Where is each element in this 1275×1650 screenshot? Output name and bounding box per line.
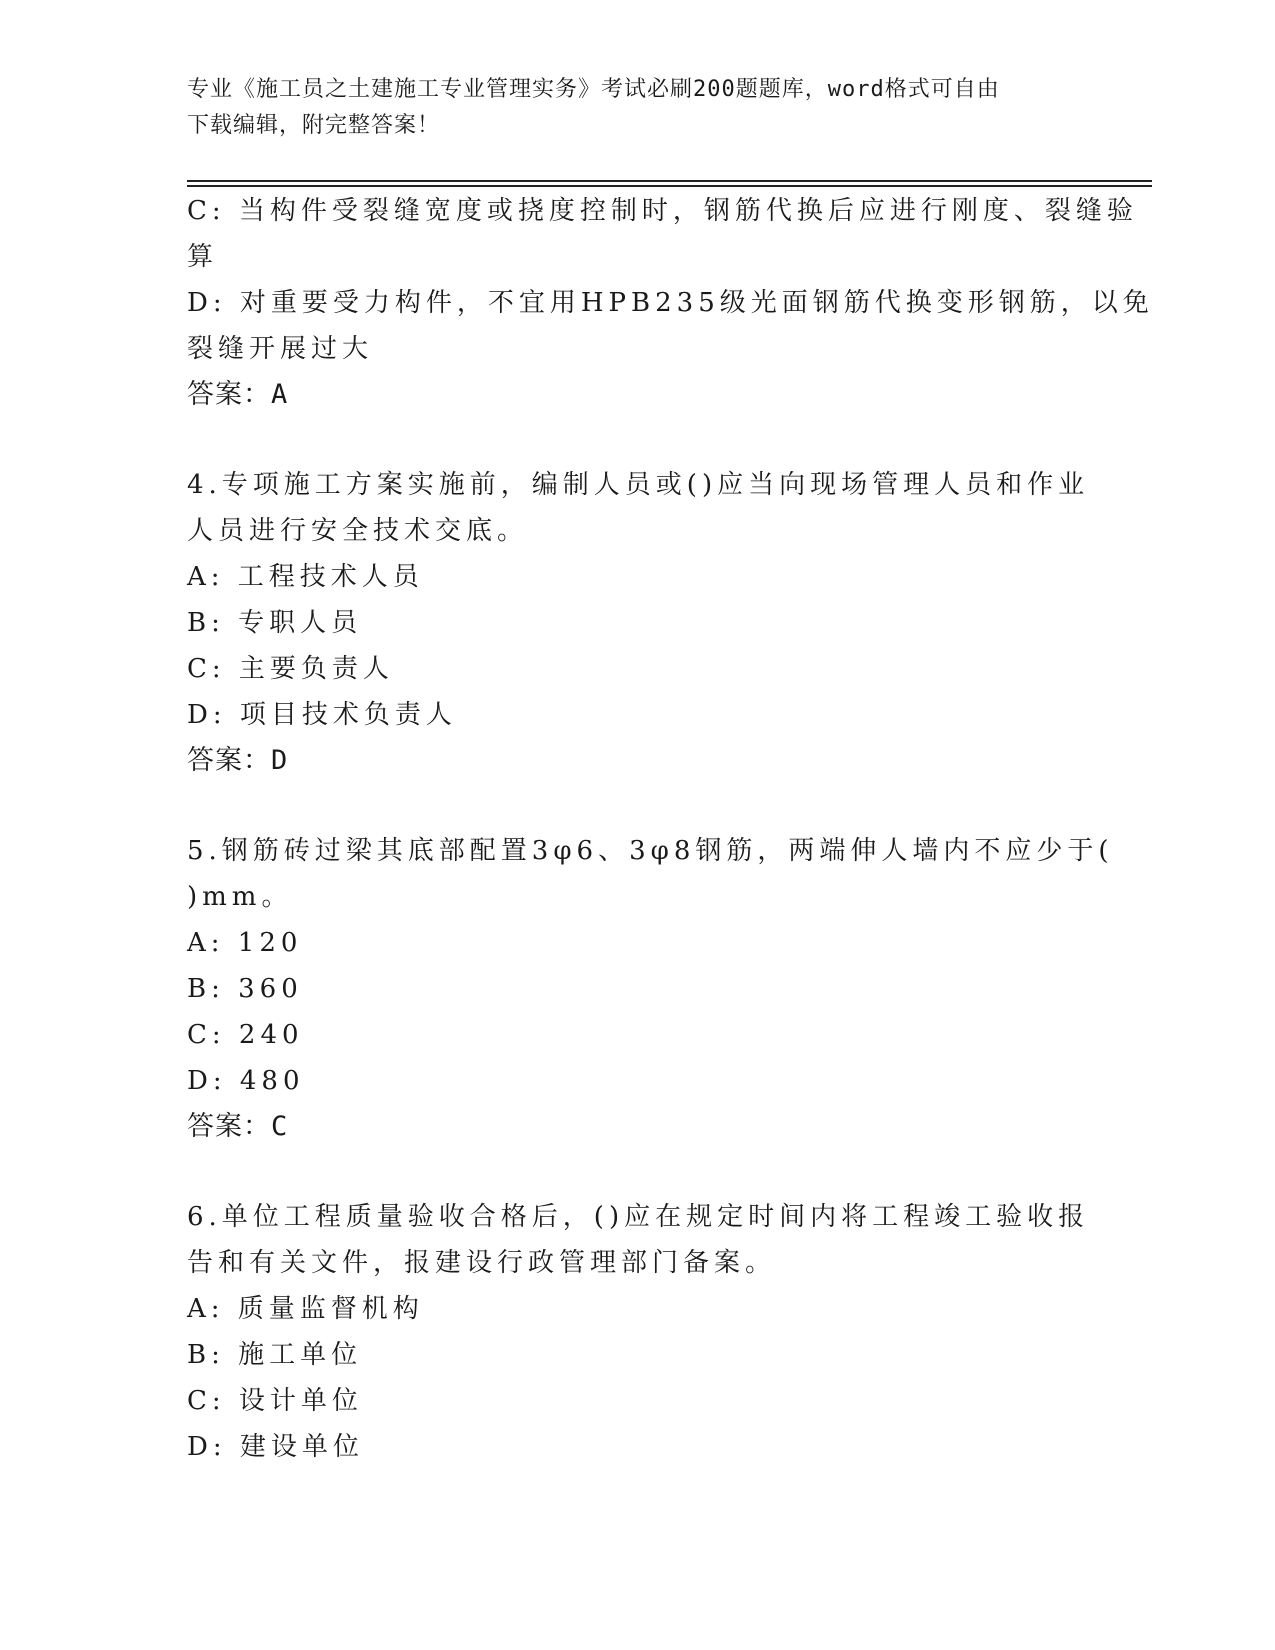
question-6 <box>187 1194 1090 1470</box>
spacer <box>187 418 1087 462</box>
q5-option-d: D: 480 <box>187 1066 305 1096</box>
question-4 <box>187 462 1090 784</box>
question-5 <box>187 828 1114 1150</box>
q4-stem-line-2: 人员进行安全技术交底。 <box>187 516 529 546</box>
q3-option-c-line-2: 算 <box>187 242 219 272</box>
header-line-2: 下载编辑，附完整答案！ <box>187 113 441 138</box>
header-divider-bottom <box>187 185 1152 187</box>
q6-stem-line-2: 告和有关文件，报建设行政管理部门备案。 <box>187 1248 777 1278</box>
spacer <box>187 784 1087 828</box>
q6-option-a: A: 质量监督机构 <box>187 1294 424 1324</box>
question-3-remainder <box>187 188 1154 418</box>
q4-option-b: B: 专职人员 <box>187 608 363 638</box>
q3-option-d-line-2: 裂缝开展过大 <box>187 334 374 364</box>
q6-stem-line-1: 6.单位工程质量验收合格后，()应在规定时间内将工程竣工验收报 <box>187 1202 1090 1232</box>
q3-option-c-line-1: C: 当构件受裂缝宽度或挠度控制时，钢筋代换后应进行刚度、裂缝验 <box>187 196 1138 226</box>
q4-option-d: D: 项目技术负责人 <box>187 700 457 730</box>
q5-option-c: C: 240 <box>187 1020 304 1050</box>
q3-answer: 答案：A <box>187 379 289 410</box>
header-divider-top <box>187 180 1152 182</box>
header-line-1: 专业《施工员之土建施工专业管理实务》考试必刷200题题库，word格式可自由 <box>187 77 1000 102</box>
q5-stem-line-2: )mm。 <box>187 882 293 912</box>
spacer <box>187 1150 1087 1194</box>
q3-option-d-line-1: D: 对重要受力构件，不宜用HPB235级光面钢筋代换变形钢筋，以免 <box>187 288 1154 318</box>
q5-stem-line-1: 5.钢筋砖过梁其底部配置3φ6、3φ8钢筋，两端伸人墙内不应少于( <box>187 836 1114 866</box>
document-body <box>187 188 1154 1470</box>
q5-option-a: A: 120 <box>187 928 303 958</box>
document-header <box>187 72 1067 144</box>
q4-stem-line-1: 4.专项施工方案实施前，编制人员或()应当向现场管理人员和作业 <box>187 470 1090 500</box>
q6-option-b: B: 施工单位 <box>187 1340 363 1370</box>
q6-option-d: D: 建设单位 <box>187 1432 364 1462</box>
q5-option-b: B: 360 <box>187 974 303 1004</box>
q5-answer: 答案：C <box>187 1111 289 1142</box>
q4-answer: 答案：D <box>187 745 289 776</box>
q4-option-c: C: 主要负责人 <box>187 654 394 684</box>
q4-option-a: A: 工程技术人员 <box>187 562 424 592</box>
q6-option-c: C: 设计单位 <box>187 1386 363 1416</box>
